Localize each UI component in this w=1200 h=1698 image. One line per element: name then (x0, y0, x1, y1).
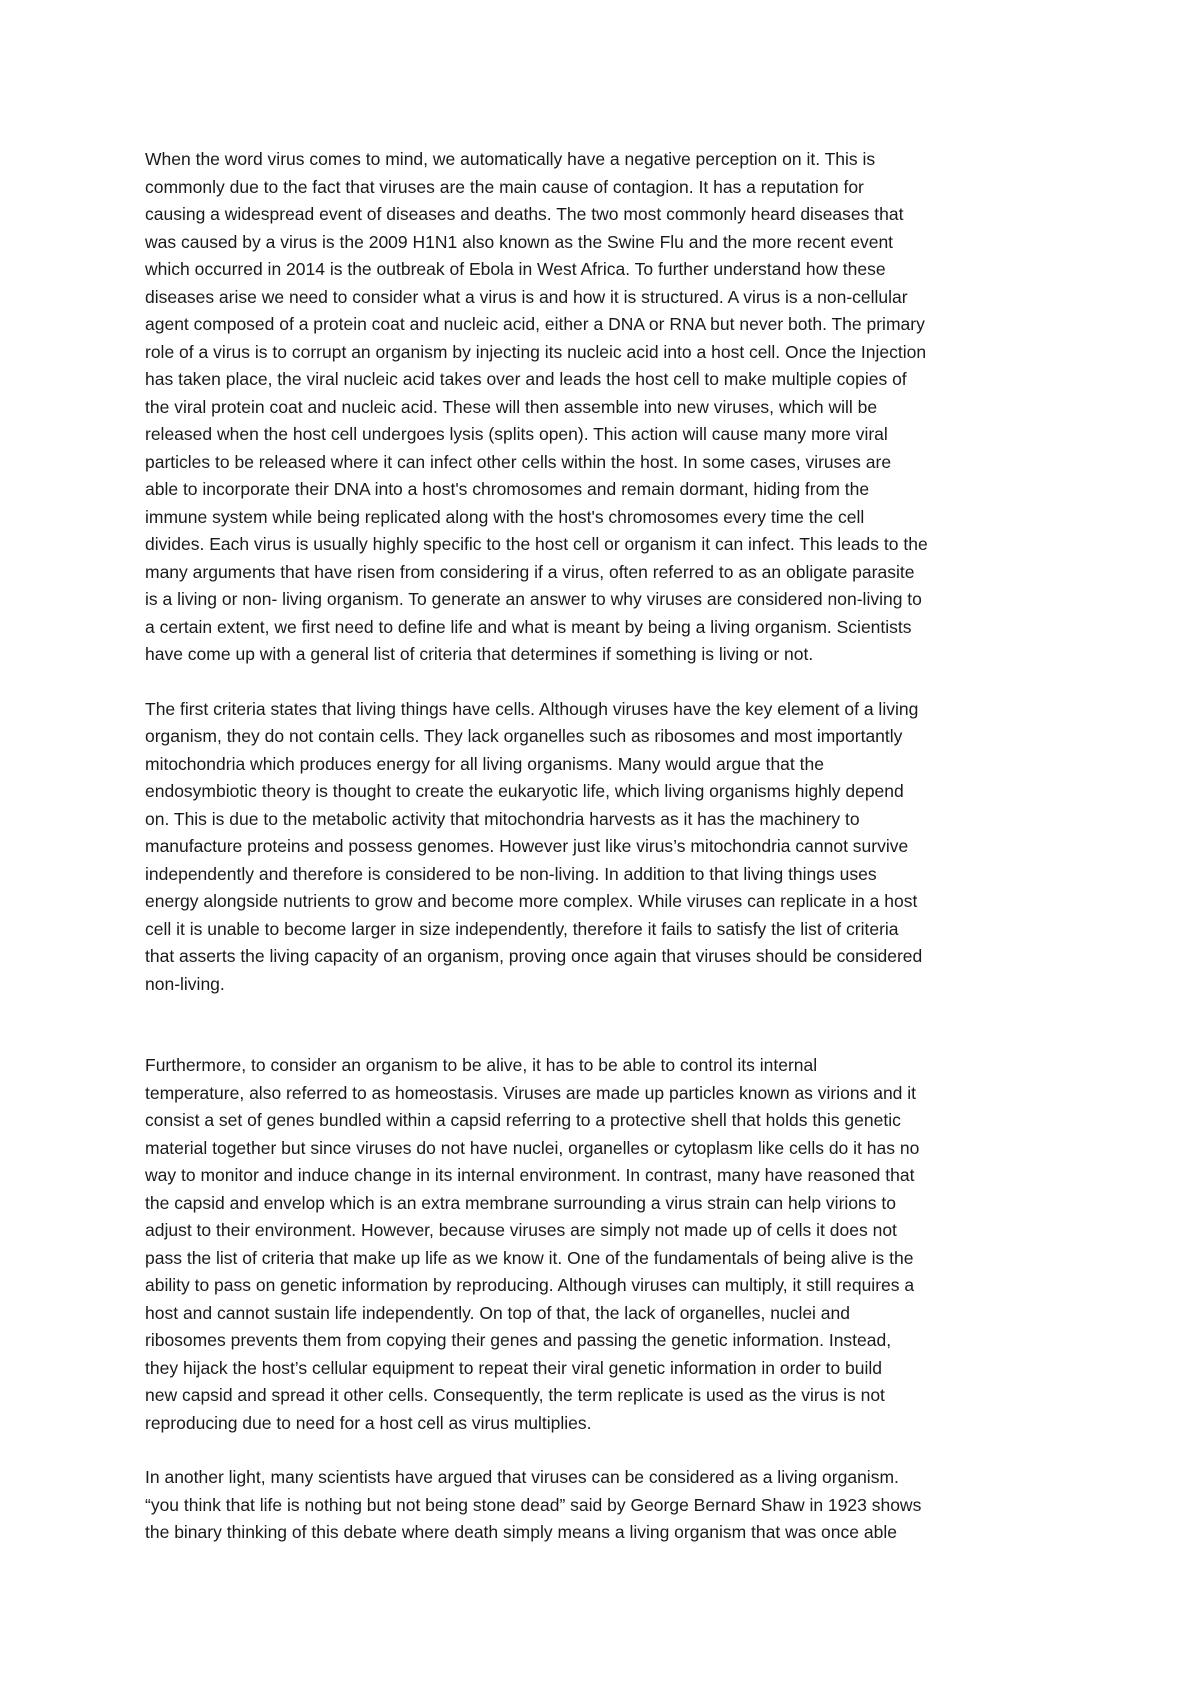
text-line: divides. Each virus is usually highly specific to the host cell or organism it can infect. This leads to the (145, 534, 928, 554)
text-line: released when the host cell undergoes lysis (splits open). This action will cause many more viral (145, 424, 888, 444)
text-line: ability to pass on genetic information by reproducing. Although viruses can multiply, it still requires a (145, 1275, 915, 1295)
text-line: have come up with a general list of criteria that determines if something is living or not. (145, 644, 814, 664)
text-line: When the word virus comes to mind, we automatically have a negative perception on it. This is (145, 149, 876, 169)
text-line: that asserts the living capacity of an organism, proving once again that viruses should be considered (145, 946, 923, 966)
text-line: non-living. (145, 973, 225, 994)
text-line: a certain extent, we first need to define life and what is meant by being a living organism. Scientists (145, 616, 912, 637)
text-line: on. This is due to the metabolic activity that mitochondria harvests as it has the machinery to (145, 808, 860, 829)
text-line: role of a virus is to corrupt an organism by injecting its nucleic acid into a host cell. Once the Injection (145, 341, 927, 362)
text-line: many arguments that have risen from considering if a virus, often referred to as an obligate parasite (145, 561, 915, 582)
text-line: causing a widespread event of diseases and deaths. The two most commonly heard diseases that (145, 204, 904, 224)
paragraph-intro (145, 146, 1070, 669)
text-line: organism, they do not contain cells. They lack organelles such as ribosomes and most importantly (145, 726, 903, 746)
text-line: new capsid and spread it other cells. Consequently, the term replicate is used as the virus is not (145, 1385, 885, 1405)
text-line: reproducing due to need for a host cell as virus multiplies. (145, 1412, 592, 1433)
text-line: “you think that life is nothing but not being stone dead” said by George Bernard Shaw in 1923 shows (145, 1494, 922, 1515)
text-line: ribosomes prevents them from copying their genes and passing the genetic information. Instead, (145, 1330, 892, 1350)
text-line: the capsid and envelop which is an extra membrane surrounding a virus strain can help virions to (145, 1192, 896, 1213)
text-line: is a living or non- living organism. To generate an answer to why viruses are considered non-living to (145, 589, 922, 609)
text-line: immune system while being replicated along with the host's chromosomes every time the cell (145, 506, 865, 527)
text-line: endosymbiotic theory is thought to create the eukaryotic life, which living organisms highly depend (145, 781, 904, 801)
text-line: mitochondria which produces energy for all living organisms. Many would argue that the (145, 753, 824, 774)
text-line: they hijack the host’s cellular equipment to repeat their viral genetic information in order to build (145, 1357, 883, 1378)
text-line: the binary thinking of this debate where death simply means a living organism that was once able (145, 1522, 897, 1542)
text-line: host and cannot sustain life independently. On top of that, the lack of organelles, nuclei and (145, 1302, 851, 1323)
text-line: manufacture proteins and possess genomes. However just like virus’s mitochondria cannot survive (145, 836, 909, 856)
text-line: commonly due to the fact that viruses are the main cause of contagion. It has a reputation for (145, 176, 864, 197)
text-line: particles to be released where it can infect other cells within the host. In some cases, viruses are (145, 451, 892, 472)
text-line: Furthermore, to consider an organism to be alive, it has to be able to control its internal (145, 1055, 818, 1075)
text-line: diseases arise we need to consider what a virus is and how it is structured. A virus is a non-cellular (145, 286, 908, 307)
text-line: which occurred in 2014 is the outbreak of Ebola in West Africa. To further understand how these (145, 259, 886, 279)
text-line: In another light, many scientists have argued that viruses can be considered as a living organism. (145, 1467, 899, 1487)
text-line: independently and therefore is considered to be non-living. In addition to that living things uses (145, 863, 877, 884)
text-line: the viral protein coat and nucleic acid. These will then assemble into new viruses, which will be (145, 396, 878, 417)
text-line: able to incorporate their DNA into a host's chromosomes and remain dormant, hiding from the (145, 479, 870, 499)
text-line: way to monitor and induce change in its internal environment. In contrast, many have reasoned that (145, 1165, 915, 1185)
text-line: temperature, also referred to as homeostasis. Viruses are made up particles known as virions and it (145, 1082, 917, 1103)
paragraph-another-light (145, 1464, 1070, 1547)
text-line: agent composed of a protein coat and nucleic acid, either a DNA or RNA but never both. The primary (145, 314, 925, 334)
paragraph-homeostasis (145, 1052, 1070, 1437)
text-line: material together but since viruses do not have nuclei, organelles or cytoplasm like cells do it has no (145, 1137, 920, 1158)
paragraph-cells-criteria (145, 696, 1070, 999)
text-line: The first criteria states that living things have cells. Although viruses have the key element of a living (145, 698, 919, 719)
text-line: has taken place, the viral nucleic acid takes over and leads the host cell to make multiple copies of (145, 369, 907, 389)
text-line: pass the list of criteria that make up life as we know it. One of the fundamentals of being alive is the (145, 1247, 914, 1268)
document-page (145, 146, 1070, 1547)
text-line: consist a set of genes bundled within a capsid referring to a protective shell that holds this genetic (145, 1110, 901, 1130)
text-line: cell it is unable to become larger in size independently, therefore it fails to satisfy the list of criteria (145, 918, 899, 939)
text-line: energy alongside nutrients to grow and become more complex. While viruses can replicate in a host (145, 891, 918, 911)
text-line: adjust to their environment. However, because viruses are simply not made up of cells it does not (145, 1220, 897, 1240)
text-line: was caused by a virus is the 2009 H1N1 also known as the Swine Flu and the more recent event (145, 231, 894, 252)
